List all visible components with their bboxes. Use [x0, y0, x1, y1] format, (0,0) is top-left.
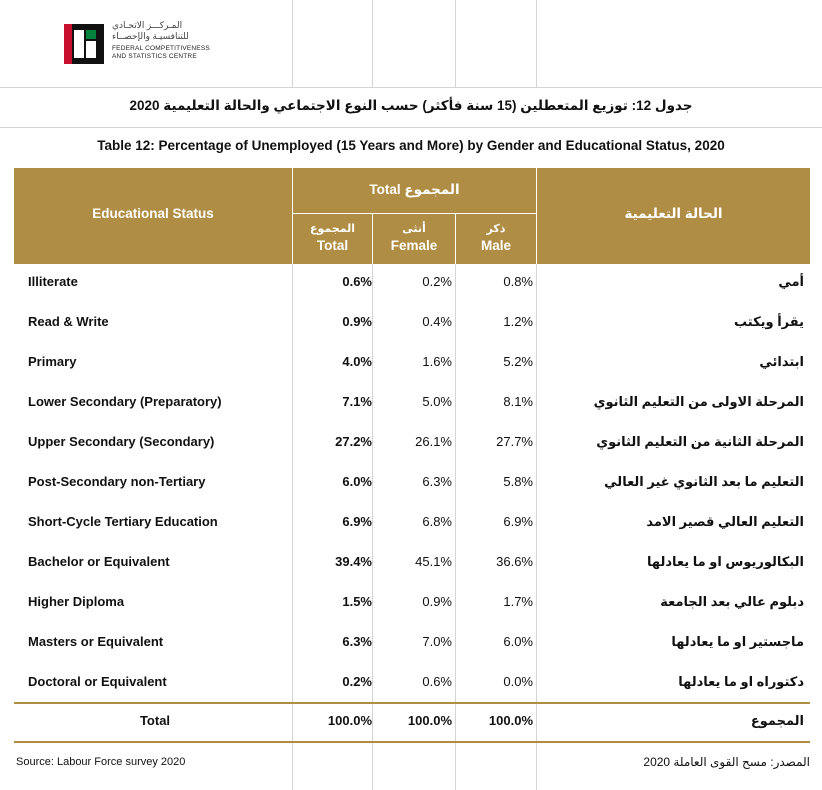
row-total-value: 7.1%: [342, 394, 372, 409]
row-male-value: 6.9%: [503, 514, 533, 529]
grid-line: [536, 0, 537, 87]
table-header: [14, 168, 810, 264]
table-row: [0, 463, 822, 503]
row-label: Doctoral or Equivalent: [28, 674, 167, 689]
header-male: Male: [480, 238, 511, 253]
row-male-value: 5.8%: [503, 474, 533, 489]
fcsc-logo-icon: [64, 24, 104, 64]
row-female-value: 6.8%: [422, 514, 452, 529]
grid-line: [292, 0, 293, 87]
row-label: Primary: [28, 354, 77, 369]
total-total-value: 100.0%: [327, 713, 372, 728]
grid-line: [455, 0, 456, 87]
table-row: [0, 263, 822, 303]
logo-english-line1: FEDERAL COMPETITIVENESS: [112, 45, 210, 52]
row-label-arabic: دبلوم عالي بعد الجامعة: [660, 594, 804, 609]
row-male-value: 0.8%: [503, 274, 533, 289]
row-male-value: 1.7%: [503, 594, 533, 609]
row-label-arabic: المرحلة الثانية من التعليم الثانوي: [596, 434, 804, 449]
table-row: [0, 303, 822, 343]
title-english: Table 12: Percentage of Unemployed (15 Years and More) by Gender and Educational Status, 2020: [97, 138, 725, 153]
row-female-value: 0.2%: [422, 274, 452, 289]
total-label: Total: [139, 713, 171, 728]
row-total-value: 6.3%: [342, 634, 372, 649]
row-male-value: 27.7%: [496, 434, 533, 449]
header-total-group: Total المجموع: [369, 182, 460, 197]
row-total-value: 0.2%: [342, 674, 372, 689]
row-total-value: 39.4%: [335, 554, 372, 569]
row-label-arabic: التعليم العالي قصير الامد: [646, 514, 804, 529]
row-female-value: 6.3%: [422, 474, 452, 489]
row-female-value: 45.1%: [415, 554, 452, 569]
row-label: Short-Cycle Tertiary Education: [28, 514, 218, 529]
fcsc-logo: [60, 18, 230, 70]
table-row: [0, 583, 822, 623]
row-label: Read & Write: [28, 314, 109, 329]
total-bottom-rule: [14, 741, 810, 743]
row-female-value: 0.9%: [422, 594, 452, 609]
row-label: Lower Secondary (Preparatory): [28, 394, 222, 409]
source-arabic: المصدر: مسح القوى العاملة 2020: [643, 755, 810, 769]
row-female-value: 5.0%: [422, 394, 452, 409]
row-male-value: 0.0%: [503, 674, 533, 689]
table-row: [0, 543, 822, 583]
header-male-arabic: ذكر: [486, 223, 506, 235]
row-total-value: 27.2%: [335, 434, 372, 449]
row-label: Higher Diploma: [28, 594, 125, 609]
total-label-arabic: المجموع: [750, 713, 804, 728]
row-total-value: 0.9%: [342, 314, 372, 329]
row-label-arabic: التعليم ما بعد الثانوي غير العالي: [604, 474, 804, 489]
row-label-arabic: ماجستير او ما يعادلها: [671, 634, 804, 649]
row-label-arabic: ابتدائي: [759, 354, 804, 369]
row-label: Post-Secondary non-Tertiary: [28, 474, 206, 489]
logo-arabic-line1: المـركـــز الاتحـادي: [112, 20, 183, 30]
header-total-arabic: المجموع: [310, 223, 355, 235]
logo-english-line2: AND STATISTICS CENTRE: [112, 53, 197, 60]
title-arabic: جدول 12: توزيع المتعطلين (15 سنة فأكثر) حسب النوع الاجتماعي والحالة التعليمية 2020: [129, 98, 693, 113]
row-label-arabic: يقرأ ويكتب: [734, 314, 804, 329]
total-male-value: 100.0%: [488, 713, 533, 728]
row-female-value: 26.1%: [415, 434, 452, 449]
header-female-arabic: أنثى: [402, 223, 426, 235]
row-female-value: 1.6%: [422, 354, 452, 369]
row-total-value: 4.0%: [342, 354, 372, 369]
header-educational-status: Educational Status: [92, 206, 214, 221]
table-row: [0, 663, 822, 703]
row-label: Upper Secondary (Secondary): [28, 434, 215, 449]
row-male-value: 8.1%: [503, 394, 533, 409]
header-educational-status-arabic: الحالة التعليمية: [624, 206, 723, 221]
row-label-arabic: البكالوريوس او ما يعادلها: [647, 554, 804, 569]
row-female-value: 7.0%: [422, 634, 452, 649]
row-female-value: 0.4%: [422, 314, 452, 329]
total-female-value: 100.0%: [407, 713, 452, 728]
header-total: Total: [316, 238, 349, 253]
logo-arabic-line2: للتنافسيـة والإحصــاء: [112, 31, 189, 41]
grid-line: [0, 127, 822, 128]
table-row: [0, 623, 822, 663]
row-label-arabic: أمي: [778, 274, 804, 289]
row-male-value: 6.0%: [503, 634, 533, 649]
grid-line: [372, 0, 373, 87]
row-total-value: 1.5%: [342, 594, 372, 609]
row-total-value: 0.6%: [342, 274, 372, 289]
row-total-value: 6.9%: [342, 514, 372, 529]
row-female-value: 0.6%: [422, 674, 452, 689]
row-label: Bachelor or Equivalent: [28, 554, 170, 569]
table-row: [0, 423, 822, 463]
row-total-value: 6.0%: [342, 474, 372, 489]
total-row: [0, 702, 822, 742]
table-row: [0, 343, 822, 383]
row-label: Illiterate: [28, 274, 78, 289]
table-row: [0, 503, 822, 543]
row-male-value: 1.2%: [503, 314, 533, 329]
row-label-arabic: المرحلة الاولى من التعليم الثانوي: [593, 394, 804, 409]
row-male-value: 5.2%: [503, 354, 533, 369]
header-divider: [293, 213, 536, 214]
grid-line: [0, 87, 822, 88]
row-label: Masters or Equivalent: [28, 634, 164, 649]
row-label-arabic: دكتوراه او ما يعادلها: [678, 674, 804, 689]
row-male-value: 36.6%: [496, 554, 533, 569]
table-row: [0, 383, 822, 423]
header-female: Female: [390, 238, 438, 253]
source-english: Source: Labour Force survey 2020: [16, 756, 186, 768]
